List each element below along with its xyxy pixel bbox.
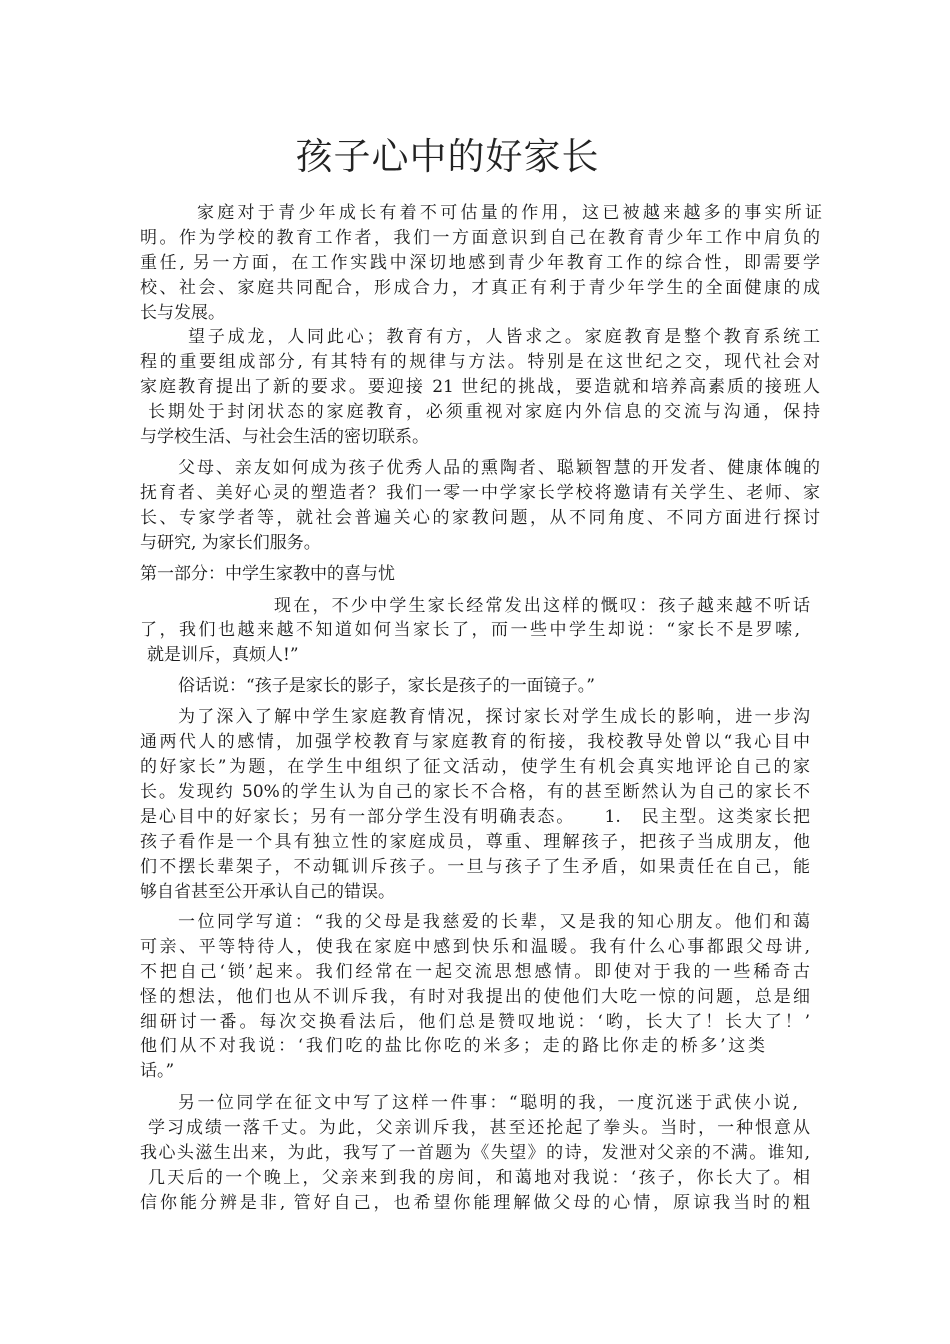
text-line: 长期处于封闭状态的家庭教育，必须重视对家庭内外信息的交流与沟通，保持: [148, 402, 820, 422]
section-heading: 第一部分：中学生家教中的喜与忧: [140, 564, 395, 584]
text-line: 几天后的一个晚上，父亲来到我的房间，和蔼地对我说：‘孩子，你长大了。相: [148, 1168, 810, 1188]
text-line: 可亲、平等特待人，使我在家庭中感到快乐和温暖。我有什么心事都跟父母讲,: [140, 937, 810, 957]
text-line: 长。发现约 50%的学生认为自己的家长不合格，有的甚至断然认为自己的家长不: [140, 782, 810, 802]
text-line: 另一位同学在征文中写了这样一件事：“聪明的我，一度沉迷于武侠小说,: [178, 1093, 798, 1113]
text-line: 是心目中的好家长；另有一部分学生没有明确表态。 1. 民主型。这类家长把: [140, 807, 810, 827]
text-line: 与学校生活、与社会生活的密切联系。: [140, 427, 429, 447]
text-line: 他们从不对我说：‘我们吃的盐比你吃的米多；走的路比你走的桥多’这类: [140, 1036, 765, 1056]
text-line: 望子成龙，人同此心；教育有方，人皆求之。家庭教育是整个教育系统工: [188, 327, 820, 347]
text-line: 校、社会、家庭共同配合，形成合力，才真正有利于青少年学生的全面健康的成: [140, 278, 820, 298]
text-line: 父母、亲友如何成为孩子优秀人品的熏陶者、聪颖智慧的开发者、健康体魄的: [178, 458, 820, 478]
text-line: 俗话说：“孩子是家长的影子，家长是孩子的一面镜子。”: [178, 676, 595, 696]
text-line: 话。”: [140, 1061, 175, 1081]
text-line: 与研究, 为家长们服务。: [140, 533, 321, 553]
text-line: 家庭教育提出了新的要求。要迎接 21 世纪的挑战，要造就和培养高素质的接班人: [140, 377, 820, 397]
text-line: 我心头滋生出来，为此，我写了一首题为《失望》的诗，发泄对父亲的不满。谁知,: [140, 1143, 810, 1163]
text-line: 长、专家学者等，就社会普遍关心的家教问题，从不同角度、不同方面进行探讨: [140, 508, 820, 528]
text-line: 重任, 另一方面，在工作实践中深切地感到青少年教育工作的综合性，即需要学: [140, 253, 820, 273]
text-line: 怪的想法，他们也从不训斥我，有时对我提出的使他们大吃一惊的问题，总是细: [140, 987, 810, 1007]
text-line: 的好家长”为题，在学生中组织了征文活动，使学生有机会真实地评论自己的家: [140, 757, 810, 777]
text-line: 现在，不少中学生家长经常发出这样的慨叹：孩子越来越不听话: [274, 596, 810, 616]
document-title: 孩子心中的好家长: [295, 135, 600, 178]
text-line: 就是训斥，真烦人!”: [147, 645, 299, 665]
text-line: 为了深入了解中学生家庭教育情况，探讨家长对学生成长的影响，进一步沟: [178, 707, 810, 727]
text-line: 抚育者、美好心灵的塑造者？我们一零一中学家长学校将邀请有关学生、老师、家: [140, 483, 820, 503]
text-line: 学习成绩一落千丈。为此，父亲训斥我，甚至还抡起了拳头。当时，一种恨意从: [148, 1118, 810, 1138]
text-line: 了，我们也越来越不知道如何当家长了，而一些中学生却说：“家长不是罗嗦,: [140, 620, 800, 640]
text-line: 通两代人的感情，加强学校教育与家庭教育的衔接，我校教导处曾以“我心目中: [140, 732, 810, 752]
text-line: 明。作为学校的教育工作者，我们一方面意识到自己在教育青少年工作中肩负的: [140, 228, 820, 248]
text-line: 细研讨一番。每次交换看法后，他们总是赞叹地说：‘哟，长大了！长大了！’: [140, 1012, 810, 1032]
text-line: 孩子看作是一个具有独立性的家庭成员，尊重、理解孩子，把孩子当成朋友，他: [140, 832, 810, 852]
text-line: 一位同学写道：“我的父母是我慈爱的长辈，又是我的知心朋友。他们和蔼: [178, 912, 810, 932]
text-line: 家庭对于青少年成长有着不可估量的作用，这已被越来越多的事实所证: [197, 203, 822, 223]
text-line: 不把自己‘锁’起来。我们经常在一起交流思想感情。即使对于我的一些稀奇古: [140, 962, 810, 982]
text-line: 信你能分辨是非, 管好自己，也希望你能理解做父母的心情，原谅我当时的粗: [140, 1193, 810, 1213]
text-line: 们不摆长辈架子，不动辄训斥孩子。一旦与孩子了生矛盾，如果责任在自己，能: [140, 857, 810, 877]
text-line: 够自省甚至公开承认自己的错误。: [140, 882, 395, 902]
text-line: 程的重要组成部分, 有其特有的规律与方法。特别是在这世纪之交，现代社会对: [140, 352, 820, 372]
text-line: 长与发展。: [140, 303, 225, 323]
